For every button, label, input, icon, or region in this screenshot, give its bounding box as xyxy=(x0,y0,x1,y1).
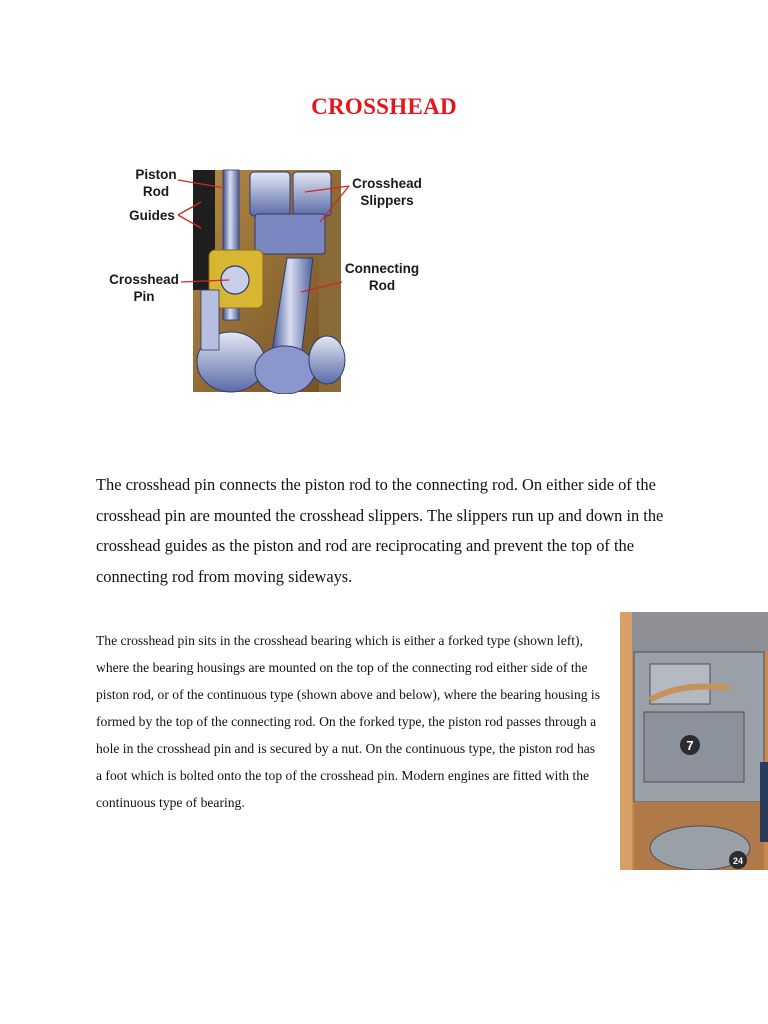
side-corner-number: 24 xyxy=(732,856,744,866)
label-connecting-rod-line2: Rod xyxy=(368,278,396,293)
side-right-dark xyxy=(760,762,768,842)
crosshead-diagram-svg xyxy=(105,162,430,394)
paragraph-crosshead-pin: The crosshead pin connects the piston rod to the connecting rod. On either side of the crosshead pin are mounted the crosshead slippers. The slippers run up and down in the crosshead guides as the piston and rod are reciprocating and prevent the top of the connecting rod from moving sideways. xyxy=(96,475,664,587)
paragraph-crosshead-bearing: The crosshead pin sits in the crosshead bearing which is either a forked type (shown left), where the bearing housings are mounted on the top of the connecting rod either side of the piston rod, or of the continuous type (shown above and below), where the bearing housing is formed by the top of the connecting rod. On the forked type, the piston rod passes through a hole in the crosshead pin and is secured by a nut. On the continuous type, the piston rod has a foot which is bolted onto the top of the crosshead pin. Modern engines are fitted with the continuous type of bearing. xyxy=(96,633,600,810)
label-connecting-rod-line1: Connecting xyxy=(344,261,420,276)
crank-right xyxy=(309,336,345,384)
guide-left-lower xyxy=(201,290,219,350)
label-guides: Guides xyxy=(129,208,175,223)
page-title: CROSSHEAD xyxy=(311,94,457,119)
continuous-bearing-illustration xyxy=(620,612,768,870)
slipper-bottom xyxy=(255,214,325,254)
side-top-frame xyxy=(630,612,768,652)
label-piston-line1: Piston xyxy=(135,167,177,182)
label-crosshead-pin-line1: Crosshead xyxy=(109,272,179,287)
label-crosshead-pin-line2: Pin xyxy=(133,289,155,304)
crank-mid xyxy=(255,346,315,394)
label-rod-line2: Rod xyxy=(142,184,170,199)
slipper-left xyxy=(250,172,290,216)
crosshead-diagram xyxy=(105,162,430,394)
label-crosshead-slippers-line2: Slippers xyxy=(360,193,414,208)
slipper-right xyxy=(293,172,331,216)
side-left-strip xyxy=(620,612,632,870)
continuous-bearing-svg xyxy=(620,612,768,870)
label-crosshead-slippers-line1: Crosshead xyxy=(352,176,422,191)
side-marker-number: 7 xyxy=(686,738,694,753)
